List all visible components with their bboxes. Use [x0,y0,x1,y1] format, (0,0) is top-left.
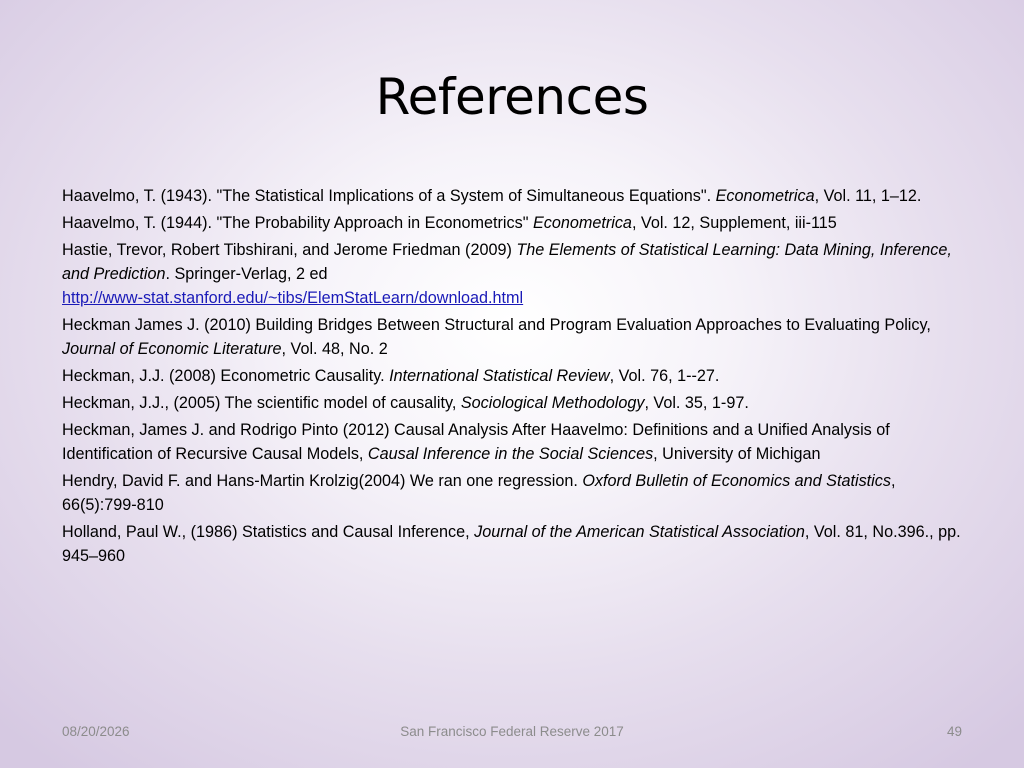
footer-date: 08/20/2026 [62,724,130,739]
reference-item [62,418,962,466]
reference-journal: Oxford Bulletin of Economics and Statistics [582,472,891,490]
reference-text: Heckman, J.J., (2005) The scientific model of causality, [62,394,461,412]
reference-text: Holland, Paul W., (1986) Statistics and Causal Inference, [62,523,475,541]
reference-item [62,520,962,568]
reference-text: , University of Michigan [653,445,821,463]
reference-text: Haavelmo, T. (1944). "The Probability Approach in Econometrics" [62,214,533,232]
reference-item [62,364,962,388]
reference-item [62,211,962,235]
reference-journal: Sociological Methodology [460,394,645,412]
reference-text: , Vol. 35, 1-97. [644,394,749,412]
footer-center-text: San Francisco Federal Reserve 2017 [400,724,624,739]
reference-journal: The Elements of Statistical Learning: Data Mining, Inference, and Prediction [62,241,952,283]
references-list [62,184,962,571]
reference-text: Heckman James J. (2010) Building Bridges Between Structural and Program Evaluation Approaches to Evaluating Policy, [62,316,931,334]
reference-text: Hastie, Trevor, Robert Tibshirani, and Jerome Friedman (2009) [62,241,517,259]
reference-journal: International Statistical Review [389,367,610,385]
reference-text: . Springer-Verlag, 2 ed [165,265,328,283]
reference-text: Heckman, James J. and Rodrigo Pinto (2012) Causal Analysis After Haavelmo: Definitions and a Unified Analysis of Identification of Recursive Causal Models, [62,421,890,463]
reference-journal: Econometrica [715,187,815,205]
reference-text: , Vol. 12, Supplement, iii-115 [631,214,837,232]
reference-item [62,313,962,361]
reference-journal: Causal Inference in the Social Sciences [367,445,654,463]
reference-link[interactable]: http://www-stat.stanford.edu/~tibs/ElemStatLearn/download.html [62,289,524,307]
reference-text: , 66(5):799-810 [62,472,896,514]
reference-item [62,391,962,415]
reference-text: Heckman, J.J. (2008) Econometric Causality. [62,367,390,385]
slide-title: References [375,68,649,126]
reference-text: Hendry, David F. and Hans-Martin Krolzig(2004) We ran one regression. [62,472,583,490]
reference-text: Haavelmo, T. (1943). "The Statistical Implications of a System of Simultaneous Equations". [62,187,716,205]
reference-text: , Vol. 76, 1--27. [609,367,720,385]
reference-text: , Vol. 48, No. 2 [281,340,388,358]
slide-number: 49 [946,724,962,739]
reference-item [62,184,962,208]
reference-text: , Vol. 81, No.396., pp. 945–960 [62,523,961,565]
reference-item [62,469,962,517]
reference-journal: Econometrica [532,214,632,232]
reference-journal: Journal of Economic Literature [62,340,282,358]
reference-journal: Journal of the American Statistical Association [474,523,805,541]
reference-item [62,238,962,310]
reference-text: , Vol. 11, 1–12. [814,187,922,205]
